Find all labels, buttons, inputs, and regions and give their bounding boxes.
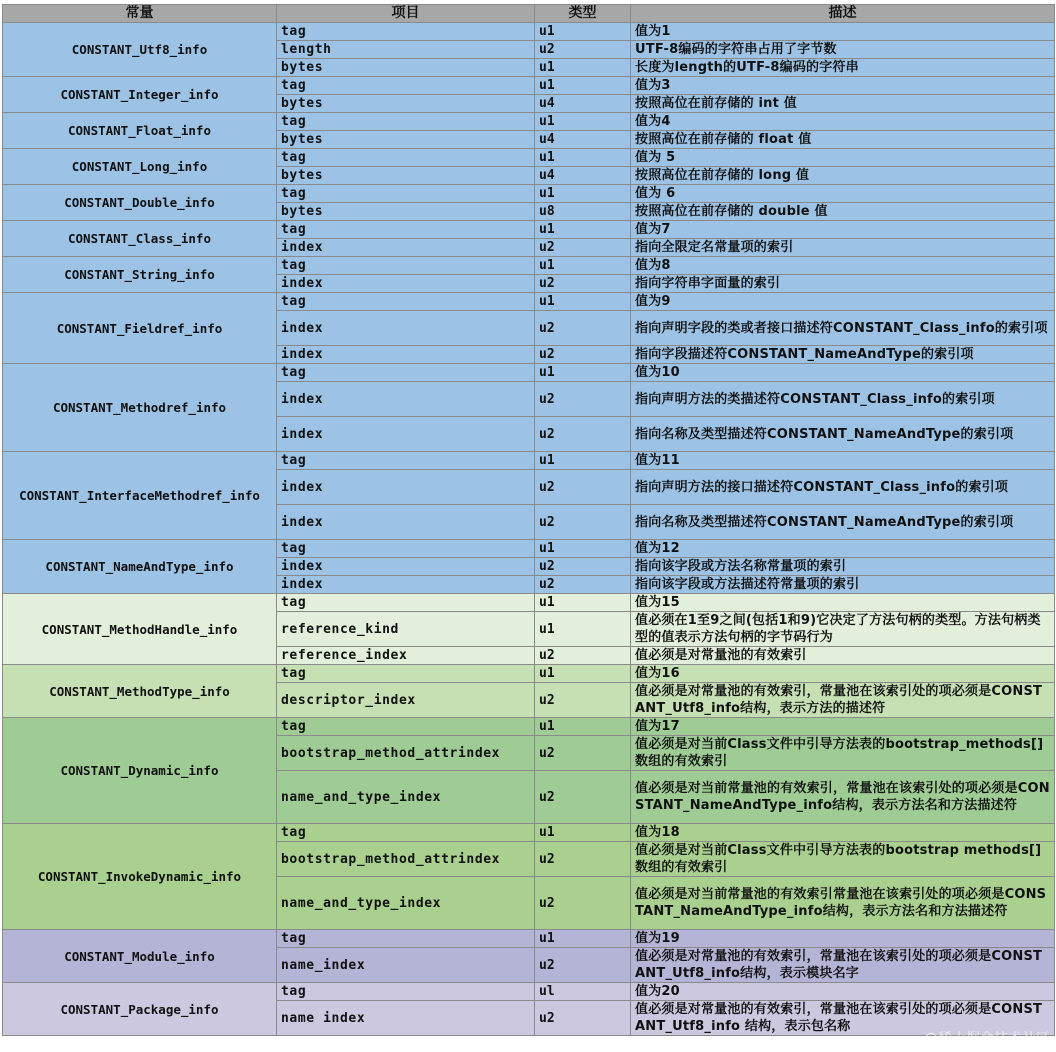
item-cell: tag [277,594,535,612]
item-cell: tag [277,149,535,167]
description-cell: 按照高位在前存储的 int 值 [631,95,1055,113]
item-cell: tag [277,665,535,683]
header-row [3,5,1055,23]
constant-name-cell: CONSTANT_MethodType_info [3,665,277,718]
description-cell: 值必须是对当前常量池的有效索引常量池在该索引处的项必须是CONSTANT_NameAndType_info结构，表示方法名和方法描述符 [631,877,1055,930]
description-cell: 值为 6 [631,185,1055,203]
type-cell: u2 [535,1001,631,1036]
table-row [3,665,1055,683]
constant-name-cell: CONSTANT_Long_info [3,149,277,185]
description-cell: 值为3 [631,77,1055,95]
table-row [3,221,1055,239]
table-row [3,983,1055,1001]
type-cell: u2 [535,683,631,718]
table-row [3,113,1055,131]
table-row [3,257,1055,275]
item-cell: name_index [277,948,535,983]
item-cell: name_and_type_index [277,771,535,824]
type-cell: u2 [535,842,631,877]
watermark: @稀土掘金技术社区 [924,1031,1050,1047]
type-cell: u2 [535,311,631,346]
item-cell: tag [277,452,535,470]
type-cell: u1 [535,540,631,558]
description-cell: 值必须是对常量池的有效索引，常量池在该索引处的项必须是CONSTANT_Utf8_info 结构，表示包名称 [631,1001,1055,1036]
description-cell: 值必须是对当前Class文件中引导方法表的bootstrap_methods[]数组的有效索引 [631,736,1055,771]
table-row [3,594,1055,612]
type-cell: u4 [535,95,631,113]
type-cell: u2 [535,576,631,594]
item-cell: bootstrap_method_attrindex [277,842,535,877]
item-cell: reference_index [277,647,535,665]
description-cell: 值必须在1至9之间(包括1和9)它决定了方法句柄的类型。方法句柄类型的值表示方法句柄的字节码行为 [631,612,1055,647]
type-cell: u2 [535,275,631,293]
table-row [3,930,1055,948]
type-cell: u1 [535,185,631,203]
description-cell: 值为18 [631,824,1055,842]
description-cell: 值为12 [631,540,1055,558]
table-row [3,452,1055,470]
description-cell: 值为1 [631,23,1055,41]
item-cell: name index [277,1001,535,1036]
type-cell: u2 [535,948,631,983]
type-cell: u1 [535,364,631,382]
description-cell: 值为16 [631,665,1055,683]
type-cell: u1 [535,293,631,311]
constant-name-cell: CONSTANT_Utf8_info [3,23,277,77]
type-cell: u1 [535,452,631,470]
constant-name-cell: CONSTANT_Dynamic_info [3,718,277,824]
type-cell: u1 [535,824,631,842]
description-cell: 值为9 [631,293,1055,311]
description-cell: 长度为length的UTF-8编码的字符串 [631,59,1055,77]
item-cell: tag [277,718,535,736]
table-row [3,824,1055,842]
item-cell: bytes [277,203,535,221]
description-cell: 值为 5 [631,149,1055,167]
table-body [3,23,1055,1036]
item-cell: tag [277,185,535,203]
description-cell: 指向全限定名常量项的索引 [631,239,1055,257]
type-cell: u2 [535,771,631,824]
type-cell: u1 [535,612,631,647]
type-cell: u1 [535,149,631,167]
description-cell: 按照高位在前存储的 float 值 [631,131,1055,149]
type-cell: u2 [535,647,631,665]
type-cell: u1 [535,23,631,41]
constant-name-cell: CONSTANT_Methodref_info [3,364,277,452]
description-cell: 值必须是对当前Class文件中引导方法表的bootstrap methods[]数组的有效索引 [631,842,1055,877]
header-type: 类型 [535,5,631,23]
constant-name-cell: CONSTANT_Fieldref_info [3,293,277,364]
item-cell: tag [277,983,535,1001]
constant-name-cell: CONSTANT_Module_info [3,930,277,983]
description-cell: 值必须是对常量池的有效索引，常量池在该索引处的项必须是CONSTANT_Utf8_info结构，表示模块名字 [631,948,1055,983]
table-row [3,718,1055,736]
constant-name-cell: CONSTANT_NameAndType_info [3,540,277,594]
description-cell: 值必须是对常量池的有效索引 [631,647,1055,665]
item-cell: index [277,239,535,257]
constant-name-cell: CONSTANT_Float_info [3,113,277,149]
type-cell: u1 [535,77,631,95]
type-cell: u2 [535,877,631,930]
type-cell: u2 [535,736,631,771]
item-cell: bytes [277,95,535,113]
type-cell: u2 [535,41,631,59]
description-cell: 值为4 [631,113,1055,131]
type-cell: u2 [535,382,631,417]
constant-pool-table [2,4,1055,1036]
description-cell: 指向名称及类型描述符CONSTANT_NameAndType的索引项 [631,505,1055,540]
type-cell: u2 [535,346,631,364]
description-cell: 值为10 [631,364,1055,382]
table-row [3,293,1055,311]
type-cell: u4 [535,131,631,149]
item-cell: tag [277,113,535,131]
constant-name-cell: CONSTANT_MethodHandle_info [3,594,277,665]
description-cell: 值必须是对当前常量池的有效索引，常量池在该索引处的项必须是CONSTANT_NameAndType_info结构，表示方法名和方法描述符 [631,771,1055,824]
item-cell: tag [277,930,535,948]
table-row [3,540,1055,558]
description-cell: 按照高位在前存储的 long 值 [631,167,1055,185]
type-cell: u1 [535,113,631,131]
item-cell: index [277,505,535,540]
item-cell: bytes [277,131,535,149]
item-cell: index [277,311,535,346]
constant-name-cell: CONSTANT_InterfaceMethodref_info [3,452,277,540]
item-cell: name_and_type_index [277,877,535,930]
item-cell: length [277,41,535,59]
constant-name-cell: CONSTANT_Class_info [3,221,277,257]
item-cell: bootstrap_method_attrindex [277,736,535,771]
description-cell: 值为20 [631,983,1055,1001]
item-cell: bytes [277,59,535,77]
description-cell: 指向字符串字面量的索引 [631,275,1055,293]
item-cell: tag [277,77,535,95]
item-cell: tag [277,824,535,842]
description-cell: 值为17 [631,718,1055,736]
item-cell: tag [277,293,535,311]
table-row [3,364,1055,382]
description-cell: 值必须是对常量池的有效索引，常量池在该索引处的项必须是CONSTANT_Utf8_info结构，表示方法的描述符 [631,683,1055,718]
type-cell: u2 [535,417,631,452]
table-row [3,77,1055,95]
type-cell: u2 [535,505,631,540]
description-cell: 指向字段描述符CONSTANT_NameAndType的索引项 [631,346,1055,364]
item-cell: index [277,576,535,594]
description-cell: 值为19 [631,930,1055,948]
constant-name-cell: CONSTANT_Integer_info [3,77,277,113]
description-cell: 指向名称及类型描述符CONSTANT_NameAndType的索引项 [631,417,1055,452]
type-cell: u1 [535,257,631,275]
item-cell: reference_kind [277,612,535,647]
constant-name-cell: CONSTANT_String_info [3,257,277,293]
type-cell: u2 [535,470,631,505]
header-item: 项目 [277,5,535,23]
table-row [3,23,1055,41]
item-cell: index [277,558,535,576]
description-cell: 值为11 [631,452,1055,470]
item-cell: index [277,417,535,452]
header-description: 描述 [631,5,1055,23]
type-cell: u1 [535,59,631,77]
type-cell: u2 [535,239,631,257]
type-cell: u1 [535,718,631,736]
description-cell: 指向该字段或方法描述符常量项的索引 [631,576,1055,594]
description-cell: 指向声明方法的接口描述符CONSTANT_Class_info的索引项 [631,470,1055,505]
description-cell: 按照高位在前存储的 double 值 [631,203,1055,221]
item-cell: index [277,470,535,505]
type-cell: u1 [535,665,631,683]
type-cell: u4 [535,167,631,185]
description-cell: 指向该字段或方法名称常量项的索引 [631,558,1055,576]
type-cell: u1 [535,930,631,948]
item-cell: bytes [277,167,535,185]
item-cell: tag [277,257,535,275]
description-cell: 指向声明方法的类描述符CONSTANT_Class_info的索引项 [631,382,1055,417]
item-cell: tag [277,23,535,41]
description-cell: 指向声明字段的类或者接口描述符CONSTANT_Class_info的索引项 [631,311,1055,346]
constant-name-cell: CONSTANT_Package_info [3,983,277,1036]
type-cell: u8 [535,203,631,221]
constant-name-cell: CONSTANT_Double_info [3,185,277,221]
description-cell: 值为7 [631,221,1055,239]
type-cell: u1 [535,221,631,239]
table-row [3,149,1055,167]
table-row [3,185,1055,203]
constant-name-cell: CONSTANT_InvokeDynamic_info [3,824,277,930]
description-cell: UTF-8编码的字符串占用了字节数 [631,41,1055,59]
description-cell: 值为8 [631,257,1055,275]
type-cell: ul [535,983,631,1001]
item-cell: index [277,346,535,364]
header-constant: 常量 [3,5,277,23]
item-cell: index [277,275,535,293]
type-cell: u2 [535,558,631,576]
item-cell: tag [277,221,535,239]
item-cell: tag [277,540,535,558]
item-cell: index [277,382,535,417]
type-cell: u1 [535,594,631,612]
item-cell: descriptor_index [277,683,535,718]
description-cell: 值为15 [631,594,1055,612]
item-cell: tag [277,364,535,382]
